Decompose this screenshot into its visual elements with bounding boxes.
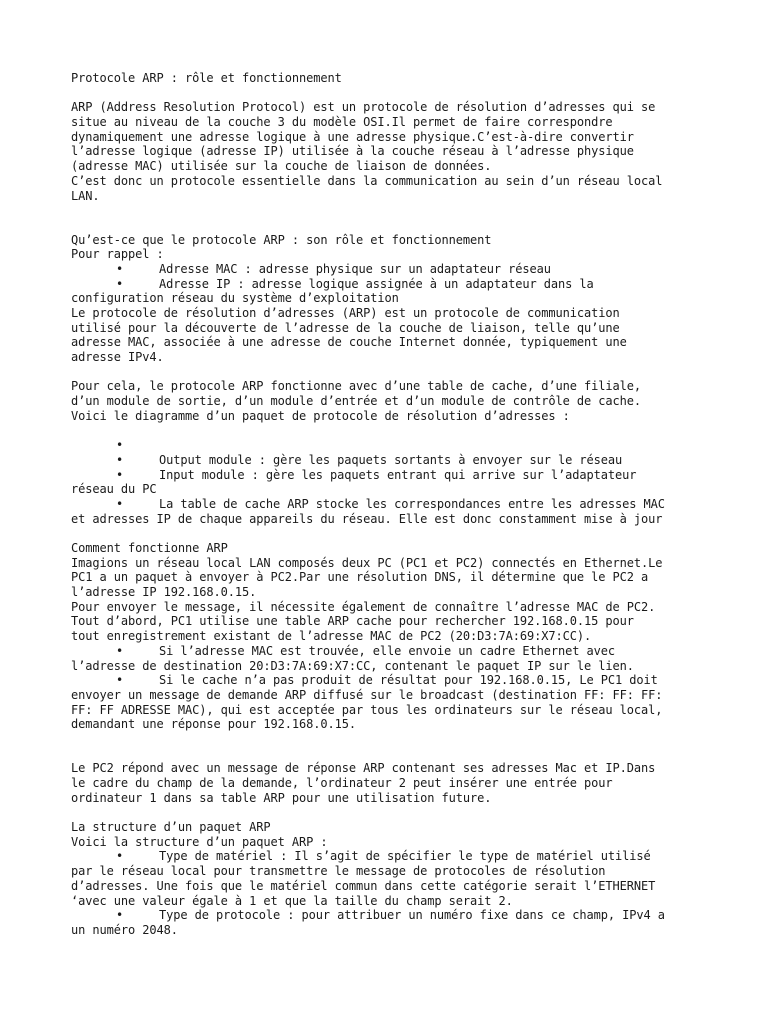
list-item: • Si l’adresse MAC est trouvée, elle envoie un cadre Ethernet avec bbox=[116, 643, 615, 658]
list-item: • Adresse MAC : adresse physique sur un adaptateur réseau bbox=[116, 261, 551, 276]
list-item: • Si le cache n’a pas produit de résultat pour 192.168.0.15, Le PC1 doit bbox=[116, 673, 658, 688]
list-item: • Input module : gère les paquets entrant qui arrive sur l’adaptateur bbox=[116, 467, 637, 482]
paragraph-line: le cadre du champ de la demande, l’ordinateur 2 peut insérer une entrée pour bbox=[71, 776, 613, 790]
spacer bbox=[71, 218, 701, 233]
bullet-icon: • bbox=[116, 452, 124, 467]
spacer bbox=[71, 732, 701, 747]
paragraph-line: tout enregistrement existant de l’adresse MAC de PC2 (20:D3:7A:69:X7:CC). bbox=[71, 629, 592, 644]
list-item-continuation: un numéro 2048. bbox=[71, 922, 178, 937]
paragraph-line: Le PC2 répond avec un message de réponse ARP contenant ses adresses Mac et IP.Dans bbox=[71, 761, 656, 776]
arp-cases-list bbox=[71, 644, 701, 732]
paragraph-line: LAN. bbox=[71, 188, 100, 203]
paragraph-line: C’est donc un protocole essentielle dans la communication au sein d’un réseau local bbox=[71, 173, 663, 188]
paragraph-line: adresse IPv4. bbox=[71, 350, 164, 365]
rappel-label: Pour rappel : bbox=[71, 247, 164, 262]
document-title: Protocole ARP : rôle et fonctionnement bbox=[71, 71, 342, 85]
structure-intro: Voici la structure d’un paquet ARP : bbox=[71, 834, 328, 849]
paragraph-line: ARP (Address Resolution Protocol) est un protocole de résolution d’adresses qui se bbox=[71, 100, 656, 115]
spacer bbox=[71, 805, 701, 820]
bullet-icon: • bbox=[116, 643, 124, 658]
spacer bbox=[71, 86, 701, 101]
list-item-continuation: ‘avec une valeur égale à 1 et que la taille du champ serait 2. bbox=[71, 893, 513, 908]
modules-paragraph bbox=[71, 379, 701, 423]
bullet-icon: • bbox=[116, 276, 124, 291]
list-item: • Type de matériel : Il s’agit de spécifier le type de matériel utilisé bbox=[116, 849, 651, 864]
intro-paragraph bbox=[71, 100, 701, 203]
paragraph-line: situe au niveau de la couche 3 du modèle OSI.Il permet de faire correspondre bbox=[71, 115, 613, 130]
paragraph-line: ordinateur 1 dans sa table ARP pour une utilisation future. bbox=[71, 790, 492, 805]
rappel-list bbox=[71, 262, 701, 306]
list-item-continuation: configuration réseau du système d’exploitation bbox=[71, 291, 399, 306]
bullet-icon: • bbox=[116, 438, 124, 453]
modules-list bbox=[71, 438, 701, 526]
bullet-icon: • bbox=[116, 261, 124, 276]
spacer bbox=[71, 747, 701, 762]
paragraph-line: Imagions un réseau local LAN composés deux PC (PC1 et PC2) connectés en Ethernet.Le bbox=[71, 555, 663, 570]
list-item: • Output module : gère les paquets sortants à envoyer sur le réseau bbox=[116, 452, 623, 467]
bullet-icon: • bbox=[116, 908, 124, 923]
list-item-continuation: demandant une réponse pour 192.168.0.15. bbox=[71, 717, 356, 732]
reply-paragraph bbox=[71, 761, 701, 805]
spacer bbox=[71, 424, 701, 439]
spacer bbox=[71, 203, 701, 218]
paragraph-line: Voici le diagramme d’un paquet de protocole de résolution d’adresses : bbox=[71, 408, 570, 423]
list-item: • La table de cache ARP stocke les correspondances entre les adresses MAC bbox=[116, 496, 665, 511]
how-it-works-paragraph bbox=[71, 556, 701, 644]
list-item-continuation: FF: FF ADRESSE MAC), qui est acceptée par tous les ordinateurs sur le réseau local, bbox=[71, 702, 663, 717]
list-item: • Adresse IP : adresse logique assignée à un adaptateur dans la bbox=[116, 276, 594, 291]
paragraph-line: l’adresse IP 192.168.0.15. bbox=[71, 585, 257, 600]
paragraph-line: (adresse MAC) utilisée sur la couche de liaison de données. bbox=[71, 159, 492, 174]
list-item-continuation: l’adresse de destination 20:D3:7A:69:X7:CC, contenant le paquet IP sur le lien. bbox=[71, 658, 634, 673]
paragraph-line: Pour envoyer le message, il nécessite également de connaître l’adresse MAC de PC2. bbox=[71, 599, 656, 614]
paragraph-line: Pour cela, le protocole ARP fonctionne avec d’une table de cache, d’une filiale, bbox=[71, 379, 641, 394]
paragraph-line: l’adresse logique (adresse IP) utilisée à la couche réseau à l’adresse physique bbox=[71, 144, 634, 159]
list-item bbox=[71, 438, 701, 453]
list-item: • Type de protocole : pour attribuer un numéro fixe dans ce champ, IPv4 a bbox=[116, 908, 665, 923]
paragraph-line: d’un module de sortie, d’un module d’entrée et d’un module de contrôle de cache. bbox=[71, 394, 641, 409]
structure-list bbox=[71, 849, 701, 937]
paragraph-line: adresse MAC, associée à une adresse de couche Internet donnée, typiquement une bbox=[71, 335, 627, 350]
paragraph-line: Le protocole de résolution d’adresses (ARP) est un protocole de communication bbox=[71, 306, 620, 320]
section-heading: Comment fonctionne ARP bbox=[71, 541, 228, 555]
bullet-icon: • bbox=[116, 673, 124, 688]
paragraph-line: Tout d’abord, PC1 utilise une table ARP cache pour rechercher 192.168.0.15 pour bbox=[71, 614, 634, 629]
section-heading: La structure d’un paquet ARP bbox=[71, 820, 271, 835]
section-heading: Qu’est-ce que le protocole ARP : son rôle et fonctionnement bbox=[71, 232, 492, 247]
spacer bbox=[71, 526, 701, 541]
paragraph-line: dynamiquement une adresse logique à une adresse physique.C’est-à-dire convertir bbox=[71, 129, 634, 144]
list-item-continuation: réseau du PC bbox=[71, 482, 157, 497]
list-item-continuation: envoyer un message de demande ARP diffusé sur le broadcast (destination FF: FF: FF: bbox=[71, 687, 663, 702]
bullet-icon: • bbox=[116, 496, 124, 511]
document-page bbox=[71, 71, 701, 938]
list-item-continuation: par le réseau local pour transmettre le message de protocoles de résolution bbox=[71, 864, 606, 879]
paragraph-line: utilisé pour la découverte de l’adresse de la couche de liaison, telle qu’une bbox=[71, 320, 620, 335]
bullet-icon: • bbox=[116, 849, 124, 864]
paragraph-line: PC1 a un paquet à envoyer à PC2.Par une résolution DNS, il détermine que le PC2 a bbox=[71, 570, 649, 585]
spacer bbox=[71, 365, 701, 380]
list-item-continuation: d’adresses. Une fois que le matériel commun dans cette catégorie serait l’ETHERNET bbox=[71, 878, 656, 893]
bullet-icon: • bbox=[116, 467, 124, 482]
definition-paragraph bbox=[71, 306, 701, 365]
list-item-continuation: et adresses IP de chaque appareils du réseau. Elle est donc constamment mise à jour bbox=[71, 511, 663, 526]
